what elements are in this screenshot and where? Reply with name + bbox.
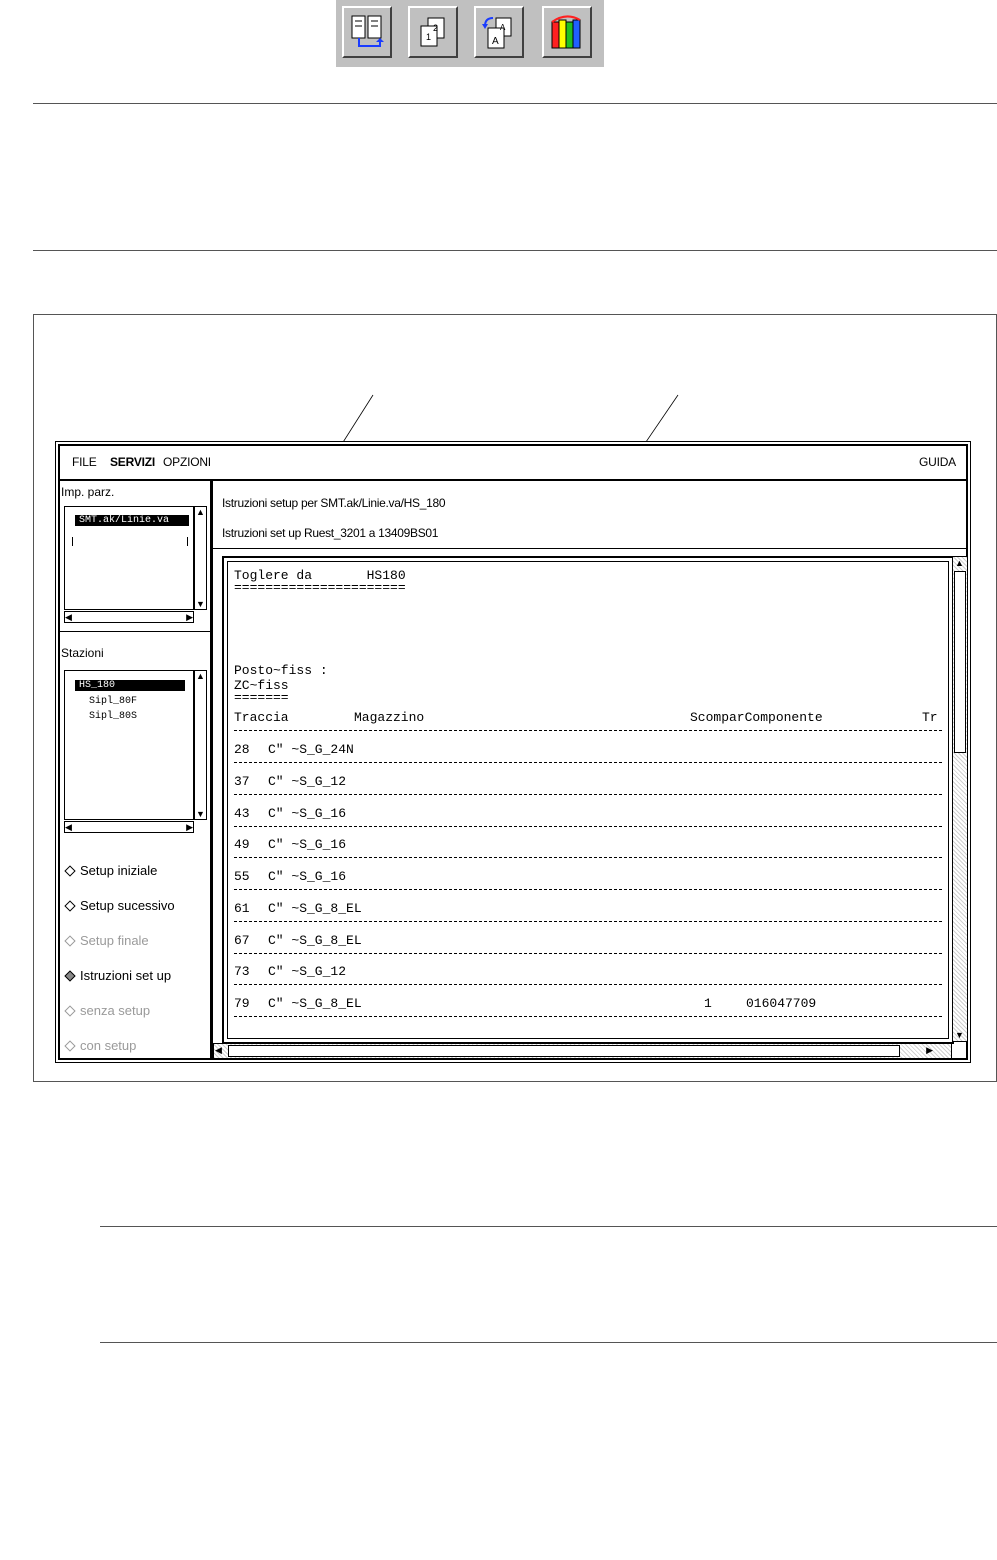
menu-file[interactable]: FILE — [72, 455, 97, 469]
imp-parz-label: Imp. parz. — [61, 485, 115, 499]
imp-parz-list[interactable] — [64, 506, 194, 610]
scroll-right-icon[interactable]: ▶ — [186, 612, 193, 622]
row-componente: 016047709 — [746, 996, 817, 1011]
imp-parz-hscroll[interactable] — [64, 611, 194, 623]
menu-servizi[interactable]: SERVIZI — [110, 455, 156, 469]
divider — [100, 1226, 997, 1227]
scroll-left-icon[interactable]: ◀ — [65, 612, 72, 622]
scroll-up-icon[interactable]: ▲ — [196, 671, 205, 681]
row-track: 79 — [234, 996, 250, 1011]
list-item[interactable]: Sipl_80S — [89, 711, 138, 722]
radio-istruzioni-set-up[interactable]: Istruzioni set up — [66, 968, 171, 983]
row-magazzino: C" ~S_G_16 — [268, 837, 347, 852]
radio-diamond-icon — [64, 865, 75, 876]
text-posto: Posto~fiss : — [234, 663, 328, 678]
row-track: 73 — [234, 964, 250, 979]
radio-diamond-icon — [64, 935, 75, 946]
radio-diamond-icon — [64, 1040, 75, 1051]
stazioni-hscroll[interactable] — [64, 821, 194, 833]
row-magazzino: C" ~S_G_8_EL — [268, 933, 362, 948]
stazioni-vscroll[interactable] — [194, 670, 207, 820]
stazioni-list[interactable] — [64, 670, 194, 820]
row-track: 55 — [234, 869, 250, 884]
row-magazzino: C" ~S_G_12 — [268, 774, 347, 789]
menu-bar — [60, 446, 966, 481]
svg-text:A: A — [492, 36, 499, 47]
scroll-up-icon[interactable]: ▲ — [196, 507, 205, 517]
scroll-right-icon[interactable]: ▶ — [186, 822, 193, 832]
menu-guida[interactable]: GUIDA — [918, 455, 956, 469]
stazioni-label: Stazioni — [61, 646, 104, 660]
setup-path: Istruzioni setup per SMT.ak/Linie.va/HS_180 — [222, 496, 446, 510]
text-hscroll[interactable] — [213, 1043, 952, 1059]
scroll-down-icon[interactable]: ▼ — [196, 599, 205, 609]
right-panel — [213, 481, 966, 1058]
scroll-right-icon[interactable]: ▶ — [926, 1045, 933, 1055]
radio-diamond-icon — [64, 970, 75, 981]
scroll-left-icon[interactable]: ◀ — [215, 1045, 222, 1055]
text-zc-rule: ======= — [234, 690, 289, 705]
scroll-thumb[interactable] — [954, 571, 966, 753]
divider — [100, 1342, 997, 1343]
col-tr: Tr — [922, 710, 938, 725]
row-track: 67 — [234, 933, 250, 948]
svg-text:2: 2 — [433, 23, 439, 33]
col-traccia: Traccia — [234, 710, 289, 725]
list-item[interactable]: HS_180 — [75, 680, 185, 691]
radio-setup-iniziale[interactable]: Setup iniziale — [66, 863, 157, 878]
text-zc: ZC~fiss — [234, 678, 289, 693]
scroll-left-icon[interactable]: ◀ — [65, 822, 72, 832]
scroll-thumb[interactable] — [228, 1045, 900, 1057]
radio-con-setup[interactable]: con setup — [66, 1038, 136, 1053]
col-scompar-componente: ScomparComponente — [690, 710, 823, 725]
radio-senza-setup[interactable]: senza setup — [66, 1003, 150, 1018]
row-scompar: 1 — [704, 996, 712, 1011]
radio-setup-finale[interactable]: Setup finale — [66, 933, 149, 948]
row-magazzino: C" ~S_G_16 — [268, 806, 347, 821]
instructions-text-area[interactable] — [222, 556, 954, 1044]
row-track: 28 — [234, 742, 250, 757]
radio-diamond-icon — [64, 900, 75, 911]
radio-diamond-icon — [64, 1005, 75, 1016]
svg-text:1: 1 — [426, 32, 432, 42]
list-item[interactable]: SMT.ak/Linie.va — [75, 515, 189, 526]
scroll-down-icon[interactable]: ▼ — [955, 1030, 964, 1040]
menu-opzioni[interactable]: OPZIONI — [163, 455, 211, 469]
row-track: 37 — [234, 774, 250, 789]
row-magazzino: C" ~S_G_12 — [268, 964, 347, 979]
text-title-rule: ====================== — [234, 580, 406, 595]
row-track: 43 — [234, 806, 250, 821]
row-magazzino: C" ~S_G_8_EL — [268, 901, 362, 916]
app-window — [55, 441, 971, 1063]
list-item[interactable]: Sipl_80F — [89, 696, 138, 707]
scroll-down-icon[interactable]: ▼ — [196, 809, 205, 819]
left-panel — [60, 481, 213, 1058]
col-magazzino: Magazzino — [354, 710, 425, 725]
row-magazzino: C" ~S_G_8_EL — [268, 996, 362, 1011]
svg-text:A: A — [500, 23, 506, 32]
text-vscroll[interactable] — [952, 556, 968, 1042]
row-track: 61 — [234, 901, 250, 916]
text-title: Toglere da HS180 — [234, 568, 406, 583]
setup-info: Istruzioni set up Ruest_3201 a 13409BS01 — [222, 526, 439, 540]
row-magazzino: C" ~S_G_24N — [268, 742, 354, 757]
scroll-up-icon[interactable]: ▲ — [955, 558, 964, 568]
row-magazzino: C" ~S_G_16 — [268, 869, 347, 884]
radio-setup-sucessivo[interactable]: Setup sucessivo — [66, 898, 175, 913]
row-track: 49 — [234, 837, 250, 852]
imp-parz-vscroll[interactable] — [194, 506, 207, 610]
